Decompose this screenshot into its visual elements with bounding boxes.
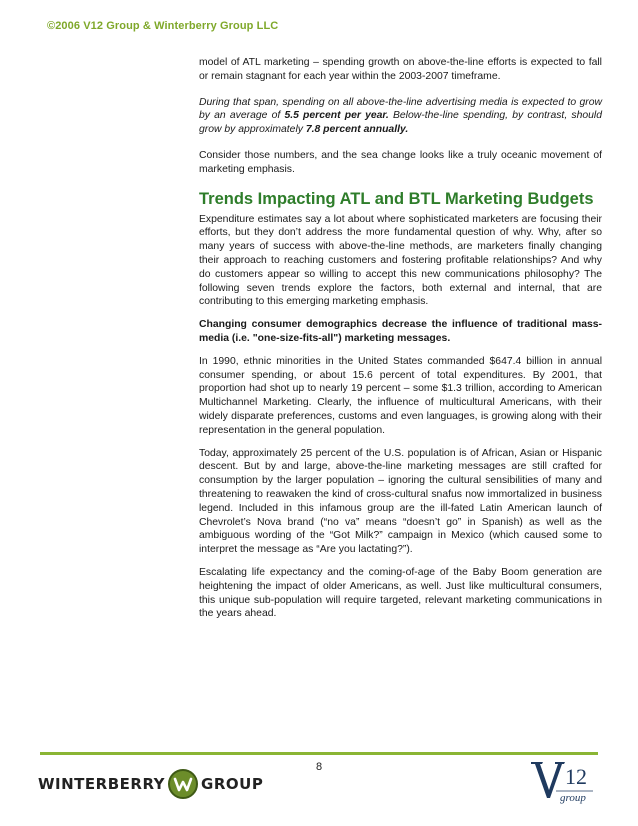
v12-group-logo <box>527 754 597 806</box>
paragraph-1990: In 1990, ethnic minorities in the United States commanded $647.4 billion in annual consumer spending, or about 15.6 percent of total expenditures. By 2001, that proportion had shot up to nearly 19 percent – some $1.3 trillion, according to American Multichannel Marketing. Clearly, the influence of multicultural Americans, with their widely disparate preferences, customs and even languages, is growing along with their representation in the general population. <box>199 355 602 436</box>
paragraph-escalating: Escalating life expectancy and the coming-of-age of the Baby Boom generation are heightening the impact of older Americans, as well. Just like multicultural consumers, this unique sub-population will require targeted, relevant marketing communications in the years ahead. <box>199 566 602 620</box>
winterberry-emblem-icon <box>168 769 198 799</box>
forecast-text-a: During that span, spending on all above-the-line advertising media is expected to grow by an average of <box>199 96 602 122</box>
footer-divider <box>40 752 598 755</box>
section-heading: Trends Impacting ATL and BTL Marketing Budgets <box>199 189 594 208</box>
paragraph-expenditure: Expenditure estimates say a lot about where sophisticated marketers are focusing their efforts, but they don’t address the more fundamental question of why. Why, after so many years of success with above-the-line methods, are marketers finally changing their approach to reaching customers and fostering profitable relationships? And why do customers appear so willing to accept this new communications philosophy? The following seven trends explore the factors, both external and internal, that are contributing to this emerging marketing emphasis. <box>199 213 602 308</box>
winterberry-group-logo <box>38 767 263 801</box>
paragraph-spending-forecast <box>199 96 602 137</box>
svg-text:12: 12 <box>565 764 587 789</box>
forecast-atl-rate: 5.5 percent per year. <box>284 110 389 122</box>
forecast-btl-rate: 7.8 percent annually. <box>305 124 409 136</box>
group-logo-word: GROUP <box>201 775 264 793</box>
paragraph-consider: Consider those numbers, and the sea change looks like a truly oceanic movement of marketing emphasis. <box>199 149 602 175</box>
svg-text:group: group <box>560 792 586 804</box>
forecast-text-c: Below-the-line spending, by contrast, should grow by approximately <box>199 110 602 136</box>
main-content <box>199 56 602 630</box>
page-number: 8 <box>315 761 323 773</box>
paragraph-today: Today, approximately 25 percent of the U.S. population is of African, Asian or Hispanic descent. But by and large, above-the-line marketing messages are still crafted for consumption by the larger population – ignoring the cultural sensibilities of many and threatening to reawaken the kind of cross-cultural snafus now immortalized in business legend. Included in this infamous group are the ill-fated Latin American launch of Chevrolet’s Nova brand (“no va” means “doesn’t go” in Spanish) as well as the ambiguous wording of the “Got Milk?” campaign in Mexico (which caused some to interpret the message as “Are you lactating?”). <box>199 447 602 556</box>
paragraph-intro: model of ATL marketing – spending growth on above-the-line efforts is expected to fall or remain stagnant for each year within the 2003-2007 timeframe. <box>199 57 602 82</box>
header-copyright: ©2006 V12 Group & Winterberry Group LLC <box>47 20 279 32</box>
winterberry-logo-word: WINTERBERRY <box>38 775 166 793</box>
winterberry-w-icon <box>172 773 194 795</box>
trend-subheading: Changing consumer demographics decrease the influence of traditional mass-media (i.e. "one-size-fits-all") marketing messages. <box>199 319 602 344</box>
